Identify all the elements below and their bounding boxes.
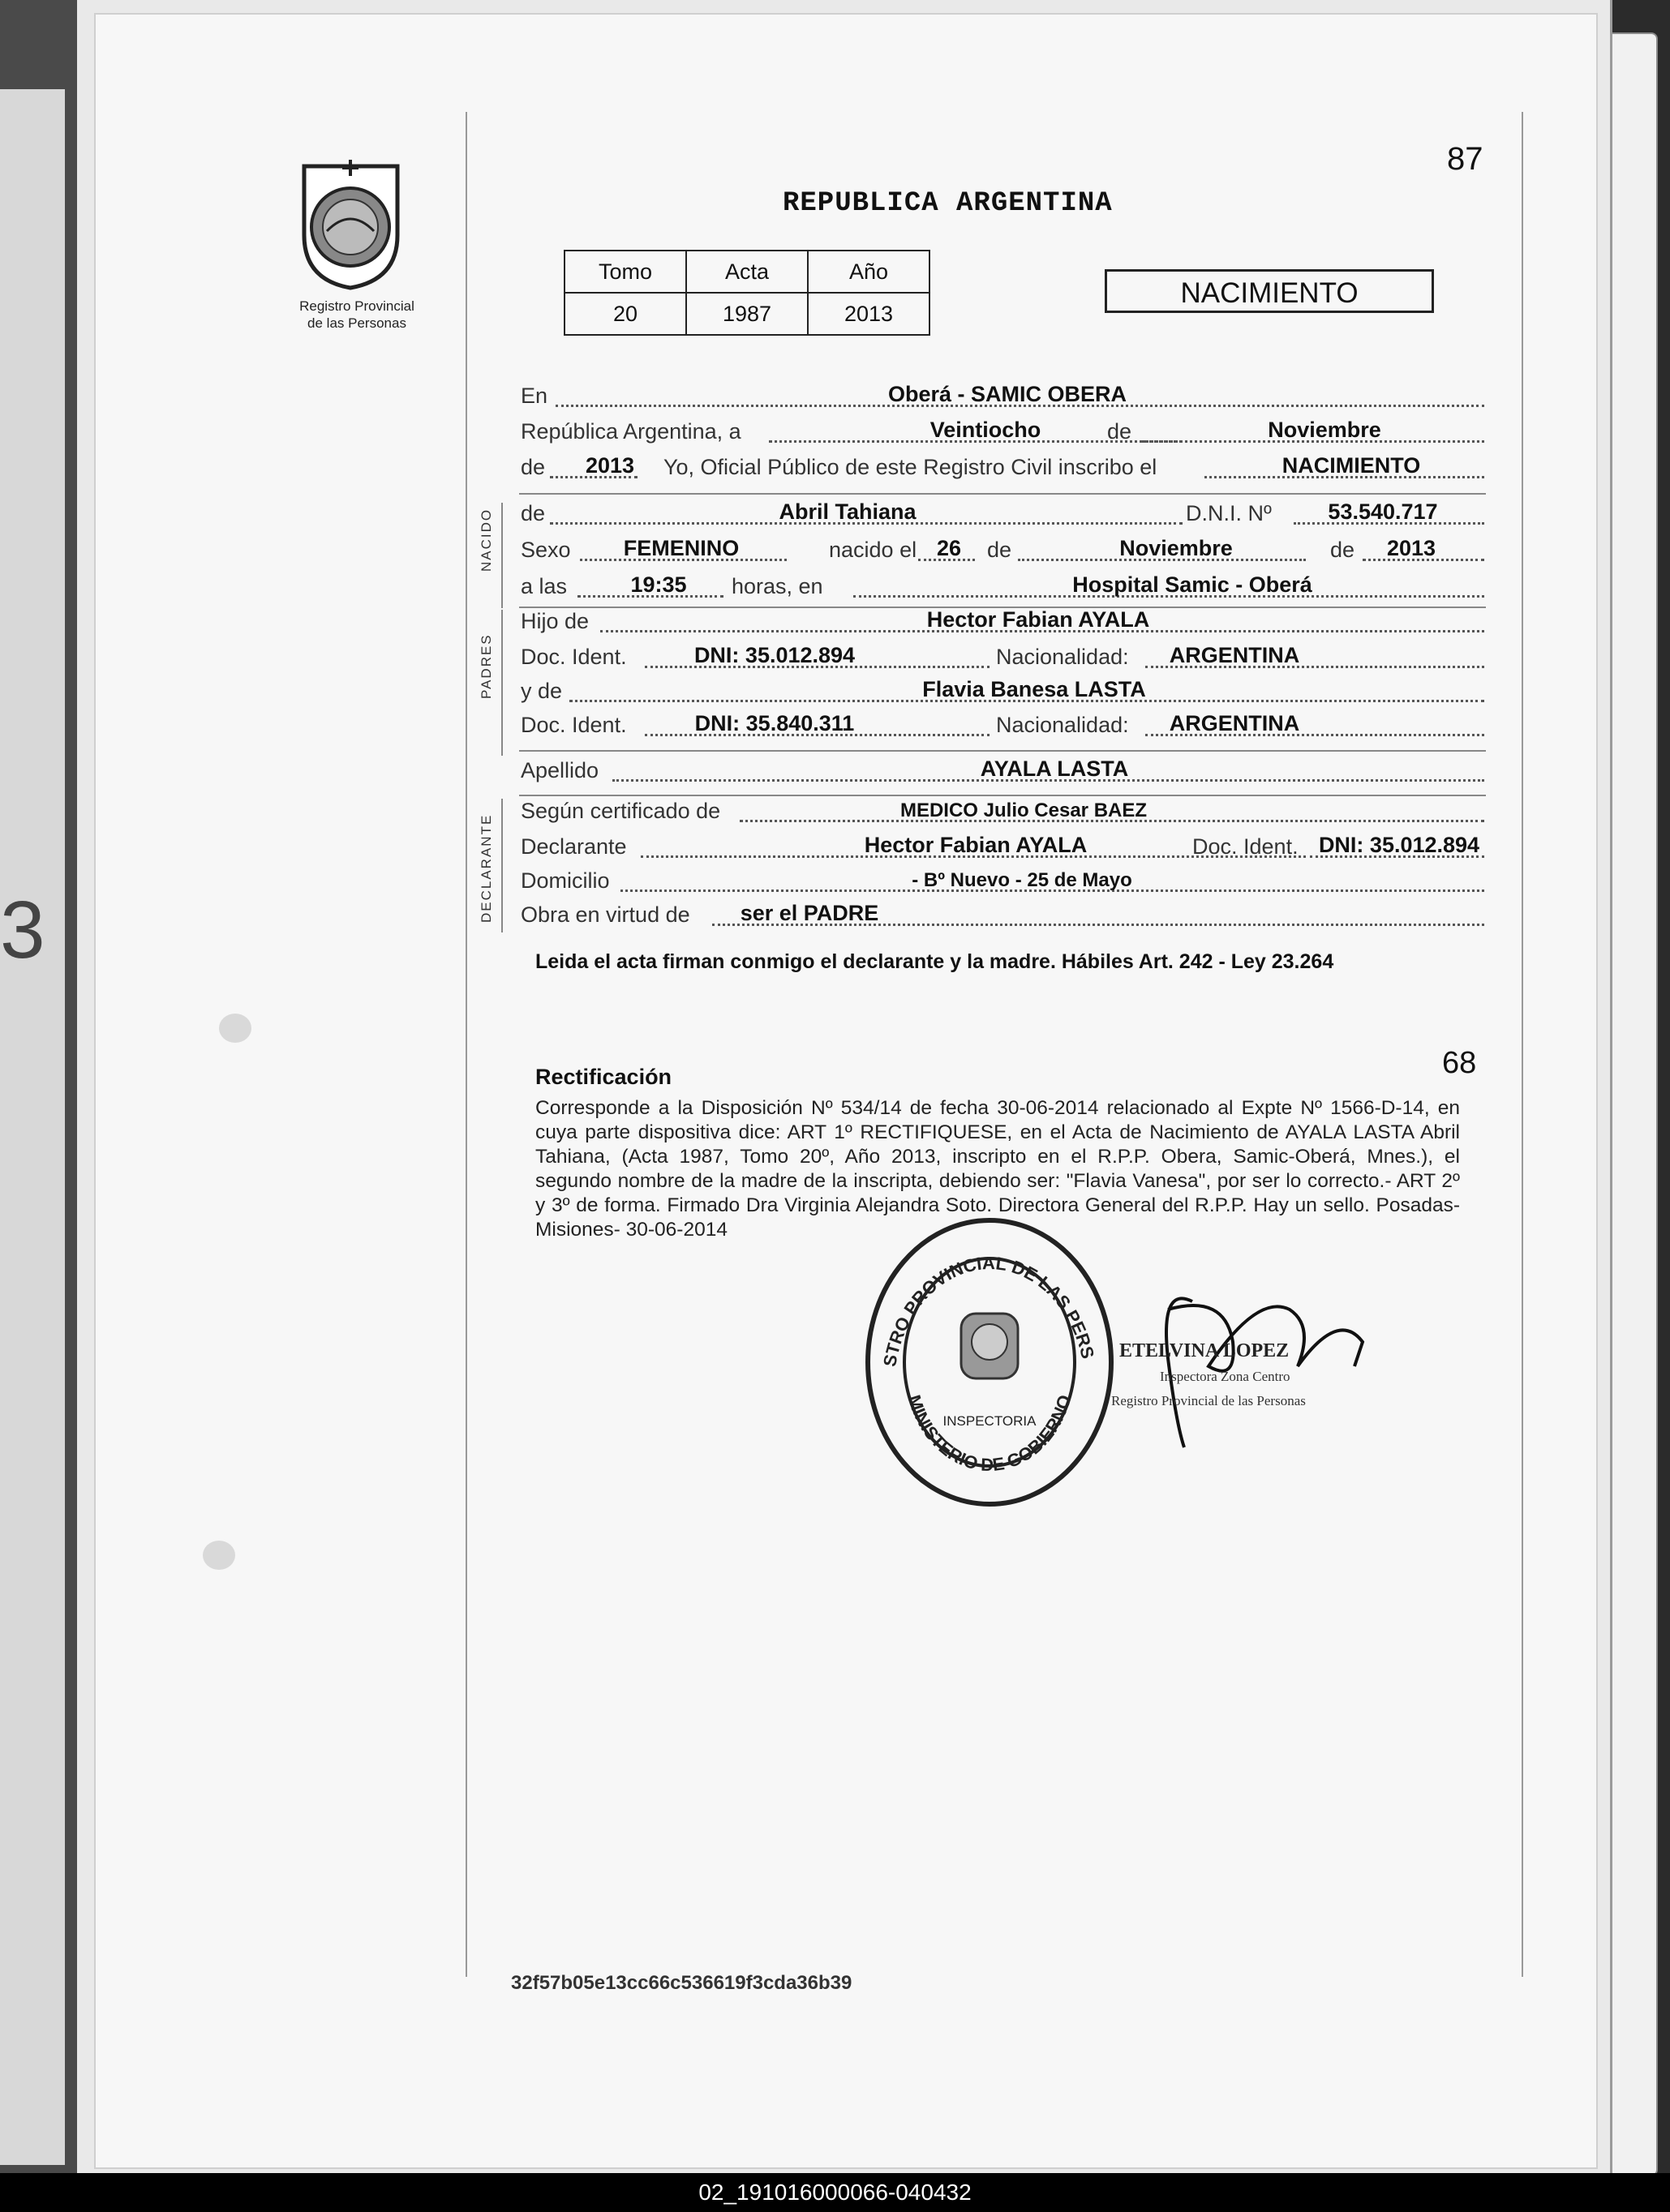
official-stamp — [860, 1208, 1119, 1508]
svg-text:Registro Provincial de las Per: Registro Provincial de las Personas — [1111, 1393, 1306, 1408]
section-divider — [501, 799, 503, 932]
section-label-nacido: NACIDO — [479, 508, 494, 572]
row-doc-padre — [519, 642, 1486, 675]
field-value: Flavia Banesa LASTA — [922, 677, 1146, 701]
row-apellido — [519, 756, 1486, 788]
svg-text:Inspectora Zona Centro: Inspectora Zona Centro — [1160, 1369, 1290, 1384]
field-value: 53.540.717 — [1328, 499, 1438, 524]
row-en — [519, 381, 1486, 414]
row-anio — [519, 452, 1486, 485]
field-label: y de — [521, 679, 563, 703]
section-separator — [519, 750, 1486, 752]
punch-hole — [219, 1014, 251, 1043]
svg-text:MINISTERIO DE GOBIERNO: MINISTERIO DE GOBIERNO — [904, 1392, 1075, 1476]
field-label: En — [521, 384, 548, 408]
field-value: Hospital Samic - Oberá — [1072, 572, 1312, 597]
field-value: Hector Fabian AYALA — [926, 607, 1150, 632]
field-value: Noviembre — [1119, 536, 1233, 560]
field-label: de — [987, 538, 1012, 562]
row-y-de — [519, 676, 1486, 709]
table-cell: 1987 — [686, 293, 808, 335]
field-value: ARGENTINA — [1169, 711, 1300, 735]
field-value: Oberá - SAMIC OBERA — [887, 382, 1127, 406]
field-value: DNI: 35.840.311 — [694, 711, 855, 735]
field-value: 26 — [936, 536, 962, 560]
field-label: Obra en virtud de — [521, 902, 690, 927]
row-nombre — [519, 499, 1486, 531]
table-cell: 20 — [565, 293, 686, 335]
tomo-acta-ano-table — [564, 250, 930, 336]
field-label: de — [521, 501, 546, 525]
punch-hole — [203, 1541, 235, 1570]
svg-text:ETELVINA LOPEZ: ETELVINA LOPEZ — [1119, 1340, 1290, 1361]
field-label: Según certificado de — [521, 799, 721, 823]
field-label: Doc. Ident. — [521, 713, 627, 737]
rectification-title: Rectificación — [535, 1065, 672, 1089]
svg-text:REGISTRO PROVINCIAL DE LAS PER: STRO PROVINCIAL DE LAS PERS — [879, 1253, 1098, 1369]
field-value: 2013 — [585, 453, 635, 478]
field-label: Declarante — [521, 834, 627, 859]
field-value: DNI: 35.012.894 — [1318, 833, 1480, 857]
field-label: Nacionalidad: — [996, 645, 1129, 669]
record-type-box: NACIMIENTO — [1105, 269, 1434, 313]
field-value: MEDICO Julio Cesar BAEZ — [899, 799, 1148, 821]
table-header: Año — [808, 251, 929, 293]
page-number: 87 — [1447, 141, 1483, 177]
rectification-number: 68 — [1442, 1046, 1477, 1080]
signature-block — [1111, 1261, 1387, 1460]
field-label: de — [1330, 538, 1355, 562]
row-domicilio — [519, 866, 1486, 898]
row-doc-madre — [519, 710, 1486, 743]
row-sexo — [519, 535, 1486, 568]
field-label: a las — [521, 574, 568, 598]
section-divider — [501, 503, 503, 608]
field-label: Sexo — [521, 538, 571, 562]
svg-text:INSPECTORIA: INSPECTORIA — [942, 1413, 1037, 1429]
field-value: Hector Fabian AYALA — [864, 833, 1088, 857]
field-value: DNI: 35.012.894 — [693, 643, 856, 667]
field-label: nacido el — [829, 538, 917, 562]
document-hash: 32f57b05e13cc66c536619f3cda36b39 — [511, 1972, 852, 1994]
field-label: D.N.I. Nº — [1186, 501, 1272, 525]
field-value: Abril Tahiana — [779, 499, 917, 524]
table-cell: 2013 — [808, 293, 929, 335]
row-republica — [519, 417, 1486, 449]
row-hora — [519, 572, 1486, 604]
field-value: 2013 — [1386, 536, 1436, 560]
field-label: República Argentina, a — [521, 419, 741, 444]
field-label: Hijo de — [521, 609, 590, 633]
field-value: FEMENINO — [623, 536, 740, 560]
field-label: Nacionalidad: — [996, 713, 1129, 737]
left-page-mark: 3 — [0, 885, 45, 975]
section-separator — [519, 493, 1486, 495]
field-label: de — [1107, 419, 1132, 444]
image-footer-id: 02_191016000066-040432 — [0, 2173, 1670, 2212]
registro-provincial-label: Registro Provincial de las Personas — [299, 298, 414, 331]
row-hijo — [519, 607, 1486, 639]
field-label: Domicilio — [521, 868, 610, 893]
field-value: Veintiocho — [929, 418, 1041, 442]
left-page-edge — [0, 89, 65, 2165]
field-label: horas, en — [732, 574, 823, 598]
field-label: Doc. Ident. — [521, 645, 627, 669]
provincial-seal — [288, 158, 414, 292]
closing-note: Leida el acta firman conmigo el declarante y la madre. Hábiles Art. 242 - Ley 23.264 — [535, 950, 1334, 973]
table-header: Tomo — [565, 251, 686, 293]
field-value: AYALA LASTA — [980, 757, 1129, 781]
row-declarante — [519, 832, 1486, 864]
section-label-padres: PADRES — [479, 633, 494, 699]
document-title: REPUBLICA ARGENTINA — [783, 188, 1113, 219]
row-certificado — [519, 796, 1486, 829]
field-label: Doc. Ident. — [1192, 834, 1299, 859]
table-header: Acta — [686, 251, 808, 293]
field-value: 19:35 — [630, 572, 687, 597]
field-value: - Bº Nuevo - 25 de Mayo — [912, 869, 1132, 891]
field-label: Apellido — [521, 758, 599, 782]
section-label-declarante: DECLARANTE — [479, 813, 494, 923]
field-label: Yo, Oficial Público de este Registro Civil inscribo el — [663, 455, 1157, 479]
field-value: ARGENTINA — [1169, 643, 1300, 667]
row-obra — [519, 900, 1486, 932]
section-divider — [501, 610, 503, 756]
field-value: Noviembre — [1268, 418, 1381, 442]
rectification-body: Corresponde a la Disposición Nº 534/14 de fecha 30-06-2014 relacionado al Expte Nº 1566-D-14, en cuya parte dispositiva dice: ART 1º RECTIFIQUESE, en el Acta de Nacimiento de AYALA LASTA Abril Tahiana, (Acta 1987, Tomo 20º, Año 2013, inscripto en el R.P.P. Obera, Samic-Oberá, Mnes.), el segundo nombre de la madre de la inscripta, debiendo ser: "Flavia Vanesa", por ser lo correcto.- ART 2º y 3º de forma. Firmado Dra Virginia Alejandra Soto. Directora General del R.P.P. Hay un sello. Posadas- Misiones- 30-06-2014 — [535, 1097, 1460, 1241]
field-value: NACIMIENTO — [1281, 453, 1421, 478]
field-value: ser el PADRE — [740, 901, 879, 925]
field-label: de — [521, 455, 546, 479]
